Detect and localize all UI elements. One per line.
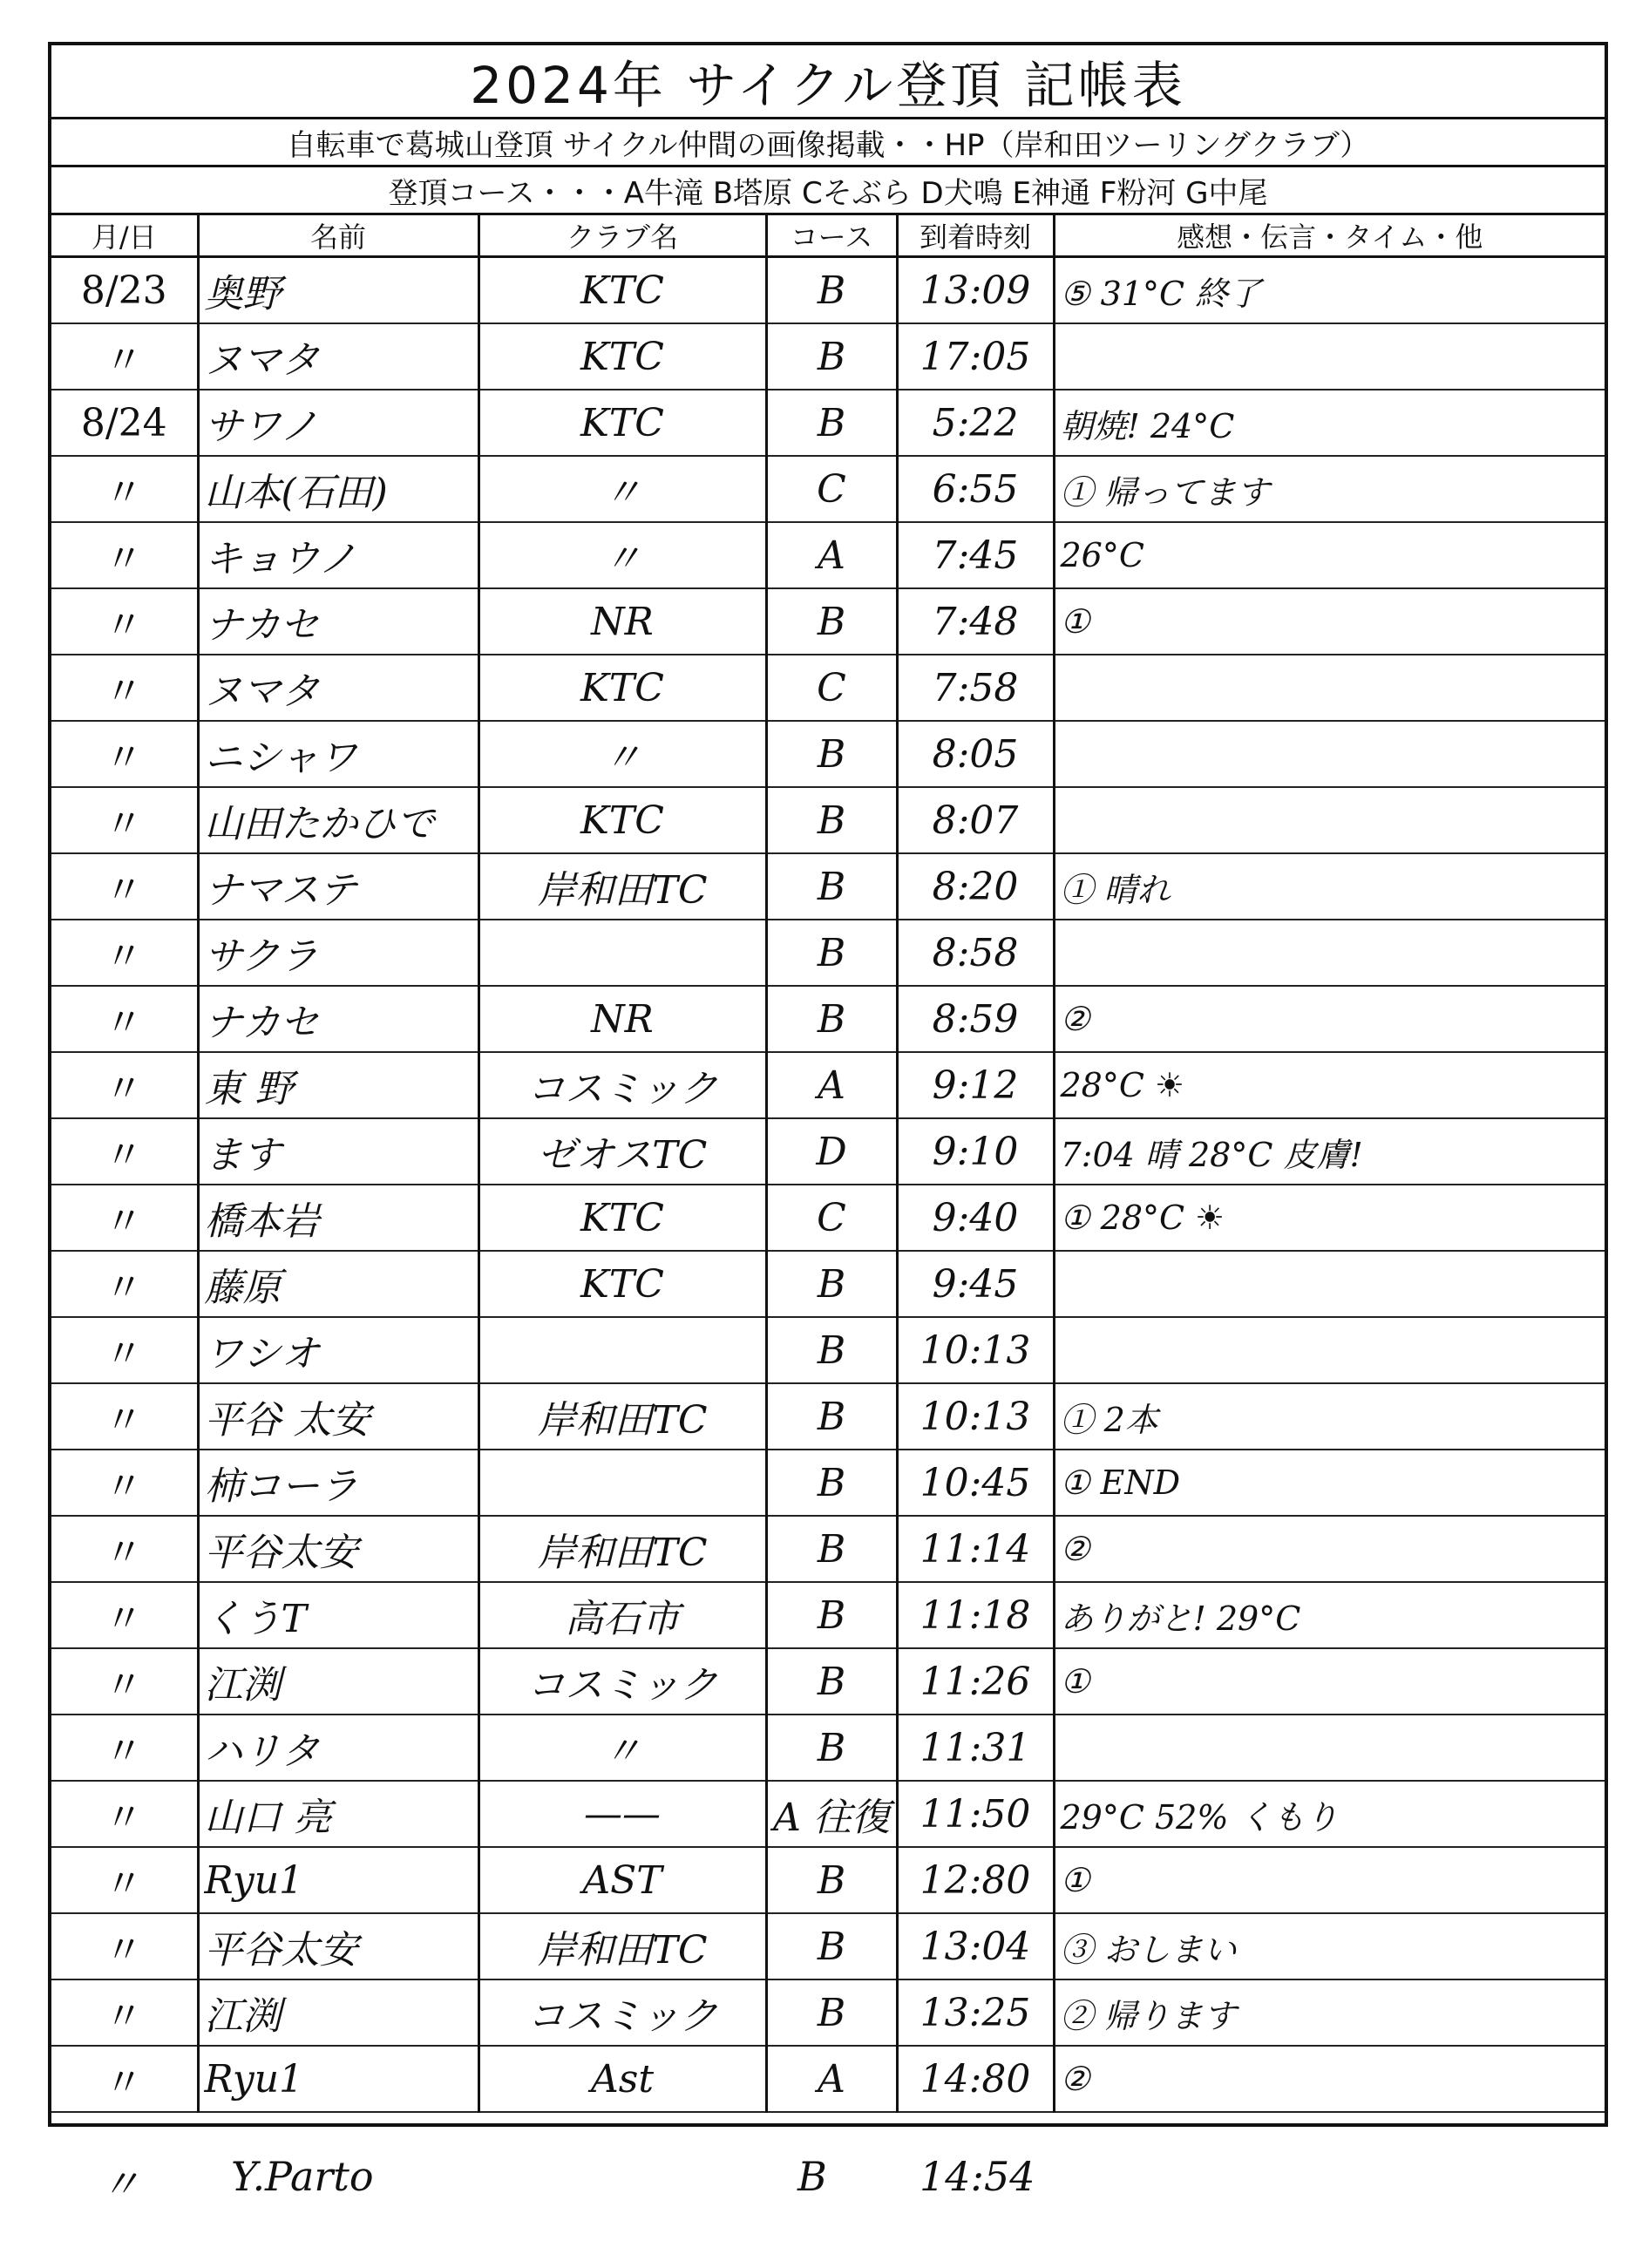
cell-name: くうT bbox=[198, 1582, 478, 1648]
cell-club: ゼオスTC bbox=[478, 1118, 766, 1185]
cell-date: 〃 bbox=[51, 853, 198, 920]
cell-club: 〃 bbox=[478, 456, 766, 522]
cell-note: ① 2本 bbox=[1054, 1383, 1605, 1450]
cell-course: B bbox=[766, 721, 897, 787]
cell-club: コスミック bbox=[478, 1979, 766, 2046]
cell-date: 〃 bbox=[51, 721, 198, 787]
cell-club: 高石市 bbox=[478, 1582, 766, 1648]
cell-time: 9:12 bbox=[897, 1052, 1054, 1118]
cell-time: 7:48 bbox=[897, 588, 1054, 655]
cell-time: 17:05 bbox=[897, 323, 1054, 390]
table-row bbox=[51, 1582, 1605, 1648]
cell-date: 〃 bbox=[51, 456, 198, 522]
cell-date: 〃 bbox=[51, 655, 198, 721]
header-name: 名前 bbox=[198, 215, 478, 257]
cell-date: 〃 bbox=[51, 1516, 198, 1582]
cell-club: KTC bbox=[478, 787, 766, 853]
cell-club: 岸和田TC bbox=[478, 1383, 766, 1450]
cell-course: C bbox=[766, 655, 897, 721]
cell-course: B bbox=[766, 257, 897, 324]
extra-date: 〃 bbox=[100, 2161, 140, 2208]
table-row bbox=[51, 1052, 1605, 1118]
cell-note: 朝焼! 24°C bbox=[1054, 390, 1605, 456]
extra-name: Y.Parto bbox=[231, 2153, 374, 2200]
table-row bbox=[51, 1913, 1605, 1979]
cell-course: A bbox=[766, 522, 897, 588]
cell-name: ナカセ bbox=[198, 986, 478, 1052]
cell-time: 12:80 bbox=[897, 1847, 1054, 1913]
table-row bbox=[51, 1450, 1605, 1516]
cell-note: ① END bbox=[1054, 1450, 1605, 1516]
cell-club: NR bbox=[478, 588, 766, 655]
cell-course: B bbox=[766, 986, 897, 1052]
table-row bbox=[51, 522, 1605, 588]
cell-course: B bbox=[766, 588, 897, 655]
table-row bbox=[51, 721, 1605, 787]
cell-club: 岸和田TC bbox=[478, 1913, 766, 1979]
cell-time: 11:26 bbox=[897, 1648, 1054, 1715]
cell-note bbox=[1054, 1715, 1605, 1781]
cell-time: 11:18 bbox=[897, 1582, 1054, 1648]
cell-name: ニシャワ bbox=[198, 721, 478, 787]
cell-time: 10:45 bbox=[897, 1450, 1054, 1516]
table-row bbox=[51, 1781, 1605, 1847]
cell-name: ハリタ bbox=[198, 1715, 478, 1781]
cell-time: 14:80 bbox=[897, 2046, 1054, 2112]
cell-club: Ast bbox=[478, 2046, 766, 2112]
cell-club bbox=[478, 920, 766, 986]
cell-date: 〃 bbox=[51, 787, 198, 853]
cell-note bbox=[1054, 1251, 1605, 1317]
cell-date: 〃 bbox=[51, 986, 198, 1052]
cell-time: 8:59 bbox=[897, 986, 1054, 1052]
cell-name: ヌマタ bbox=[198, 655, 478, 721]
cell-date: 〃 bbox=[51, 1118, 198, 1185]
cell-date: 〃 bbox=[51, 1648, 198, 1715]
cell-note: 28°C ☀ bbox=[1054, 1052, 1605, 1118]
cell-course: B bbox=[766, 1450, 897, 1516]
cell-name: 平谷太安 bbox=[198, 1913, 478, 1979]
table-row bbox=[51, 655, 1605, 721]
cell-club: 〃 bbox=[478, 721, 766, 787]
cell-course: A bbox=[766, 1052, 897, 1118]
cell-club: コスミック bbox=[478, 1052, 766, 1118]
cell-date: 〃 bbox=[51, 1781, 198, 1847]
cell-date: 〃 bbox=[51, 1317, 198, 1383]
cell-course: A 往復 bbox=[766, 1781, 897, 1847]
cell-name: サクラ bbox=[198, 920, 478, 986]
header-row bbox=[51, 215, 1605, 257]
table-row bbox=[51, 787, 1605, 853]
cell-note: ③ おしまい bbox=[1054, 1913, 1605, 1979]
cell-name: 平谷 太安 bbox=[198, 1383, 478, 1450]
table-row bbox=[51, 2046, 1605, 2112]
cell-time: 11:50 bbox=[897, 1781, 1054, 1847]
cell-date: 〃 bbox=[51, 323, 198, 390]
cell-club: KTC bbox=[478, 1185, 766, 1251]
cell-name: 山本(石田) bbox=[198, 456, 478, 522]
cell-club: NR bbox=[478, 986, 766, 1052]
cell-club bbox=[478, 1317, 766, 1383]
cell-course: B bbox=[766, 1847, 897, 1913]
cell-date: 〃 bbox=[51, 522, 198, 588]
cell-date: 〃 bbox=[51, 1582, 198, 1648]
cell-name: 東 野 bbox=[198, 1052, 478, 1118]
cell-time: 11:14 bbox=[897, 1516, 1054, 1582]
cell-note bbox=[1054, 721, 1605, 787]
cell-time: 7:45 bbox=[897, 522, 1054, 588]
cell-course: B bbox=[766, 1383, 897, 1450]
cell-note: ① 晴れ bbox=[1054, 853, 1605, 920]
cell-time: 9:45 bbox=[897, 1251, 1054, 1317]
table-row bbox=[51, 1516, 1605, 1582]
cell-date: 8/23 bbox=[51, 257, 198, 324]
cell-note bbox=[1054, 323, 1605, 390]
cell-name: 藤原 bbox=[198, 1251, 478, 1317]
extra-entry bbox=[48, 2127, 1608, 2231]
table-row bbox=[51, 1979, 1605, 2046]
cell-course: B bbox=[766, 787, 897, 853]
cell-note: ① 帰ってます bbox=[1054, 456, 1605, 522]
cell-note: ② bbox=[1054, 1516, 1605, 1582]
table-row bbox=[51, 323, 1605, 390]
header-note: 感想・伝言・タイム・他 bbox=[1054, 215, 1605, 257]
extra-course: B bbox=[797, 2153, 827, 2200]
cell-course: B bbox=[766, 1648, 897, 1715]
cell-club: 岸和田TC bbox=[478, 853, 766, 920]
cell-date: 〃 bbox=[51, 920, 198, 986]
header-course: コース bbox=[766, 215, 897, 257]
cell-date: 〃 bbox=[51, 1450, 198, 1516]
cell-club: KTC bbox=[478, 655, 766, 721]
table-row bbox=[51, 853, 1605, 920]
cell-time: 9:40 bbox=[897, 1185, 1054, 1251]
table-row bbox=[51, 1648, 1605, 1715]
cell-name: ナマステ bbox=[198, 853, 478, 920]
cell-course: B bbox=[766, 1582, 897, 1648]
table-row bbox=[51, 1118, 1605, 1185]
cell-name: 江渕 bbox=[198, 1979, 478, 2046]
cell-time: 7:58 bbox=[897, 655, 1054, 721]
cell-note: ② bbox=[1054, 2046, 1605, 2112]
cell-time: 9:10 bbox=[897, 1118, 1054, 1185]
cell-name: Ryu1 bbox=[198, 2046, 478, 2112]
cell-time: 11:31 bbox=[897, 1715, 1054, 1781]
log-sheet bbox=[48, 42, 1608, 2127]
cell-club: AST bbox=[478, 1847, 766, 1913]
cell-club: KTC bbox=[478, 323, 766, 390]
cell-note: 29°C 52% くもり bbox=[1054, 1781, 1605, 1847]
table-row bbox=[51, 456, 1605, 522]
cell-course: B bbox=[766, 1979, 897, 2046]
cell-time: 6:55 bbox=[897, 456, 1054, 522]
cell-note bbox=[1054, 920, 1605, 986]
cell-time: 8:58 bbox=[897, 920, 1054, 986]
cell-note: ① 28°C ☀ bbox=[1054, 1185, 1605, 1251]
cell-note: ⑤ 31°C 終了 bbox=[1054, 257, 1605, 324]
cell-name: 平谷太安 bbox=[198, 1516, 478, 1582]
table-row bbox=[51, 1251, 1605, 1317]
cell-club bbox=[478, 1450, 766, 1516]
cell-club: 〃 bbox=[478, 522, 766, 588]
cell-name: ます bbox=[198, 1118, 478, 1185]
cell-date: 〃 bbox=[51, 1913, 198, 1979]
cell-name: サワノ bbox=[198, 390, 478, 456]
header-date: 月/日 bbox=[51, 215, 198, 257]
table-row bbox=[51, 257, 1605, 324]
cell-course: C bbox=[766, 456, 897, 522]
cell-course: B bbox=[766, 390, 897, 456]
log-table bbox=[51, 215, 1605, 2113]
table-row bbox=[51, 588, 1605, 655]
cell-note: 26°C bbox=[1054, 522, 1605, 588]
table-row bbox=[51, 1847, 1605, 1913]
cell-date: 〃 bbox=[51, 1052, 198, 1118]
table-row bbox=[51, 1383, 1605, 1450]
cell-club: 岸和田TC bbox=[478, 1516, 766, 1582]
cell-time: 8:07 bbox=[897, 787, 1054, 853]
sheet-title: 2024年 サイクル登頂 記帳表 bbox=[51, 45, 1605, 119]
cell-time: 5:22 bbox=[897, 390, 1054, 456]
cell-note bbox=[1054, 1317, 1605, 1383]
cell-club: KTC bbox=[478, 257, 766, 324]
cell-note: 7:04 晴 28°C 皮膚! bbox=[1054, 1118, 1605, 1185]
cell-note: ② 帰ります bbox=[1054, 1979, 1605, 2046]
cell-date: 〃 bbox=[51, 1185, 198, 1251]
cell-club: コスミック bbox=[478, 1648, 766, 1715]
cell-club: —— bbox=[478, 1781, 766, 1847]
cell-name: 山田たかひで bbox=[198, 787, 478, 853]
cell-name: 奥野 bbox=[198, 257, 478, 324]
table-row bbox=[51, 986, 1605, 1052]
cell-name: 橋本岩 bbox=[198, 1185, 478, 1251]
cell-name: Ryu1 bbox=[198, 1847, 478, 1913]
cell-name: ヌマタ bbox=[198, 323, 478, 390]
cell-course: C bbox=[766, 1185, 897, 1251]
table-row bbox=[51, 1185, 1605, 1251]
cell-time: 13:09 bbox=[897, 257, 1054, 324]
cell-course: B bbox=[766, 1715, 897, 1781]
cell-course: B bbox=[766, 1317, 897, 1383]
cell-date: 〃 bbox=[51, 2046, 198, 2112]
cell-course: D bbox=[766, 1118, 897, 1185]
courses-line: 登頂コース・・・A牛滝 B塔原 Cそぶら D犬鳴 E神通 F粉河 G中尾 bbox=[51, 167, 1605, 215]
cell-time: 13:25 bbox=[897, 1979, 1054, 2046]
cell-course: B bbox=[766, 323, 897, 390]
cell-date: 〃 bbox=[51, 1383, 198, 1450]
cell-date: 〃 bbox=[51, 1251, 198, 1317]
cell-time: 10:13 bbox=[897, 1317, 1054, 1383]
cell-course: B bbox=[766, 920, 897, 986]
cell-course: B bbox=[766, 1251, 897, 1317]
extra-time: 14:54 bbox=[920, 2153, 1035, 2200]
cell-note bbox=[1054, 787, 1605, 853]
cell-course: A bbox=[766, 2046, 897, 2112]
cell-note: ① bbox=[1054, 588, 1605, 655]
cell-time: 13:04 bbox=[897, 1913, 1054, 1979]
cell-course: B bbox=[766, 853, 897, 920]
header-time: 到着時刻 bbox=[897, 215, 1054, 257]
cell-course: B bbox=[766, 1516, 897, 1582]
cell-date: 8/24 bbox=[51, 390, 198, 456]
cell-date: 〃 bbox=[51, 1979, 198, 2046]
cell-name: 山口 亮 bbox=[198, 1781, 478, 1847]
cell-name: 柿コーラ bbox=[198, 1450, 478, 1516]
cell-date: 〃 bbox=[51, 1715, 198, 1781]
cell-club: KTC bbox=[478, 1251, 766, 1317]
cell-name: 江渕 bbox=[198, 1648, 478, 1715]
cell-name: キョウノ bbox=[198, 522, 478, 588]
cell-date: 〃 bbox=[51, 588, 198, 655]
cell-note: ありがと! 29°C bbox=[1054, 1582, 1605, 1648]
cell-note: ① bbox=[1054, 1847, 1605, 1913]
table-row bbox=[51, 1317, 1605, 1383]
cell-note: ② bbox=[1054, 986, 1605, 1052]
header-club: クラブ名 bbox=[478, 215, 766, 257]
cell-note bbox=[1054, 655, 1605, 721]
sheet-subtitle: 自転車で葛城山登頂 サイクル仲間の画像掲載・・HP（岸和田ツーリングクラブ） bbox=[51, 119, 1605, 167]
cell-time: 10:13 bbox=[897, 1383, 1054, 1450]
cell-time: 8:20 bbox=[897, 853, 1054, 920]
table-row bbox=[51, 920, 1605, 986]
cell-time: 8:05 bbox=[897, 721, 1054, 787]
table-row bbox=[51, 1715, 1605, 1781]
table-row bbox=[51, 390, 1605, 456]
cell-note: ① bbox=[1054, 1648, 1605, 1715]
cell-course: B bbox=[766, 1913, 897, 1979]
cell-club: 〃 bbox=[478, 1715, 766, 1781]
cell-name: ワシオ bbox=[198, 1317, 478, 1383]
cell-club: KTC bbox=[478, 390, 766, 456]
cell-name: ナカセ bbox=[198, 588, 478, 655]
cell-date: 〃 bbox=[51, 1847, 198, 1913]
